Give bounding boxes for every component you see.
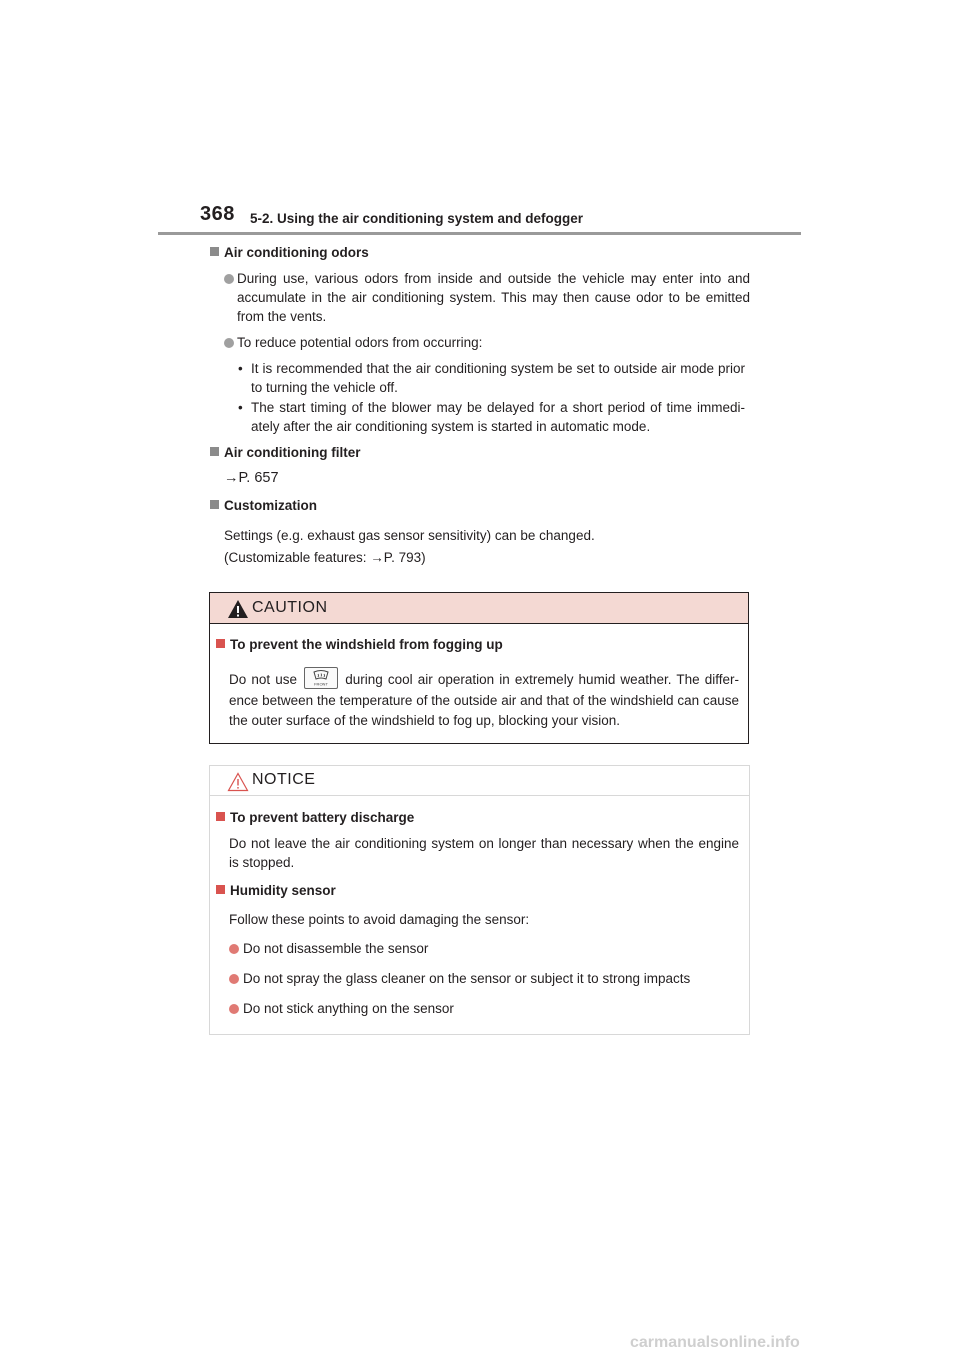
filter-page-ref[interactable]: →P. 657: [224, 470, 279, 486]
air-odors-sub-1: It is recommended that the air conditioning system be set to outside air mode prior to turning the vehicle off.: [251, 361, 745, 395]
small-bullet-icon: •: [238, 361, 243, 376]
header-rule: [158, 232, 801, 235]
front-defogger-button-icon: [304, 667, 338, 689]
customization-line-2[interactable]: (Customizable features: →P. 793): [224, 550, 426, 565]
customization-heading-row: [210, 496, 317, 515]
defogger-symbol-icon: [305, 668, 337, 688]
warning-triangle-icon: [227, 599, 249, 619]
front-label: FRONT: [314, 681, 329, 687]
notice-bullet-2: Do not spray the glass cleaner on the sensor or subject it to strong impacts: [243, 971, 691, 986]
notice-title-bar: [210, 766, 749, 796]
caution-title-bar: [210, 593, 748, 624]
air-odors-heading-row: [210, 243, 369, 262]
caution-title: CAUTION: [252, 599, 328, 616]
notice-bullet-3: Do not stick anything on the sensor: [243, 1001, 454, 1016]
notice-text-1: Do not leave the air conditioning system on longer than necessary when the engine is stopped.: [229, 836, 739, 870]
square-bullet-icon: [216, 639, 225, 648]
page-header: [200, 203, 800, 235]
notice-heading-2-row: [216, 881, 336, 900]
customization-heading: Customization: [224, 498, 317, 513]
air-odors-bullet-2: To reduce potential odors from occurring:: [237, 335, 483, 350]
air-odors-sub-2: The start timing of the blower may be delayed for a short period of time immedi-ately after the air conditioning system is started in automatic mode.: [251, 400, 745, 434]
caution-text: [229, 667, 739, 732]
air-odors-heading: Air conditioning odors: [224, 245, 369, 260]
round-bullet-icon: [229, 944, 239, 954]
square-bullet-icon: [210, 447, 219, 456]
round-bullet-icon: [224, 274, 234, 284]
caution-text-before: Do not use: [229, 672, 298, 687]
round-bullet-icon: [224, 338, 234, 348]
page-number: 368: [200, 203, 235, 225]
caution-heading-row: [216, 635, 503, 654]
notice-heading-1-row: [216, 808, 414, 827]
customization-line-1: Settings (e.g. exhaust gas sensor sensitivity) can be changed.: [224, 528, 595, 543]
notice-text-2: Follow these points to avoid damaging the sensor:: [229, 912, 530, 927]
filter-heading: Air conditioning filter: [224, 445, 361, 460]
notice-heading-1: To prevent battery discharge: [230, 810, 415, 825]
notice-triangle-icon: [227, 772, 249, 792]
notice-title: NOTICE: [252, 771, 316, 788]
caution-text-after: during cool air operation in extremely humid weather. The differ-ence between the temperature of the outside air and that of the windshield can cause the outer surface of the windshield to fog up, blocking your vision.: [229, 672, 739, 728]
round-bullet-icon: [229, 974, 239, 984]
caution-box: [209, 592, 749, 744]
caution-heading: To prevent the windshield from fogging up: [230, 637, 503, 652]
small-bullet-icon: •: [238, 400, 243, 415]
air-odors-bullet-1: During use, various odors from inside and outside the vehicle may enter into and accumulate in the air conditioning system. This may then cause odor to be emitted from the vents.: [237, 271, 750, 324]
square-bullet-icon: [216, 885, 225, 894]
square-bullet-icon: [216, 812, 225, 821]
square-bullet-icon: [210, 500, 219, 509]
square-bullet-icon: [210, 247, 219, 256]
section-title: 5-2. Using the air conditioning system and defogger: [250, 211, 584, 226]
notice-heading-2: Humidity sensor: [230, 883, 336, 898]
notice-bullet-1: Do not disassemble the sensor: [243, 941, 429, 956]
notice-box: [209, 765, 750, 1035]
filter-heading-row: [210, 443, 361, 462]
footer-watermark: carmanualsonline.info: [630, 1334, 800, 1351]
round-bullet-icon: [229, 1004, 239, 1014]
